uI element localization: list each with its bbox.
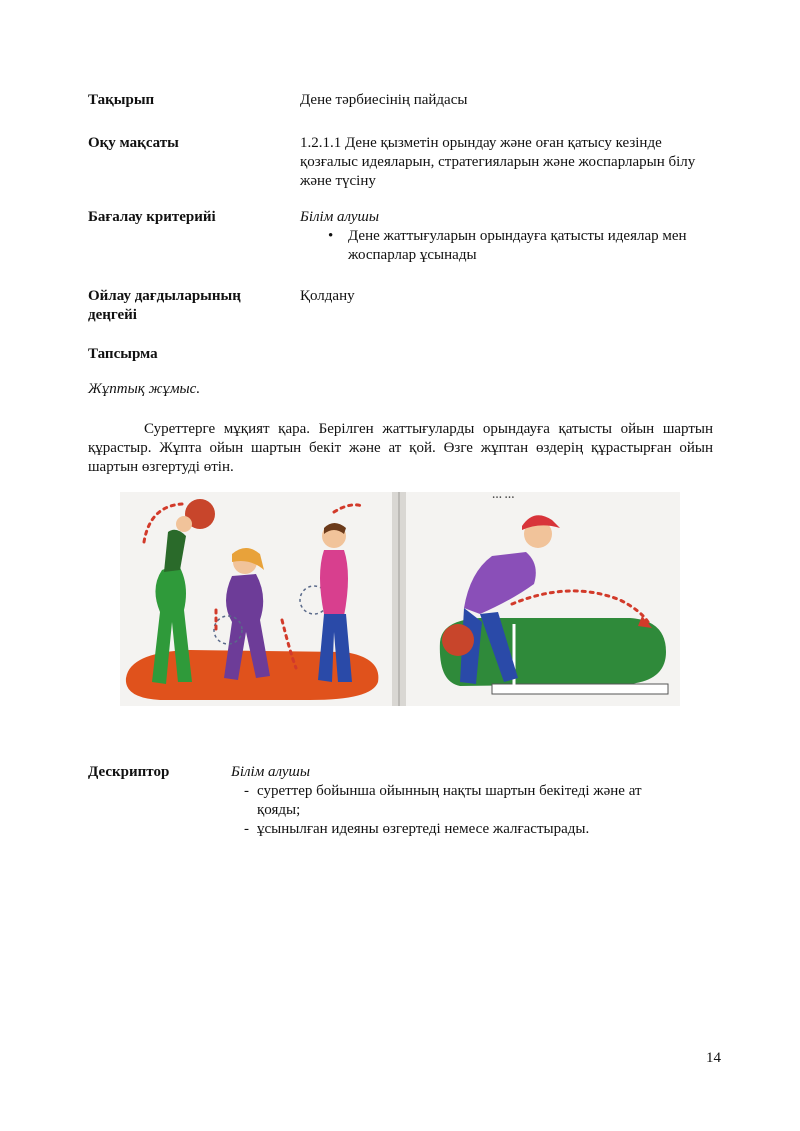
descriptor-item-text: суреттер бойынша ойынның нақты шартын бекітеді және ат қояды; [257, 783, 642, 818]
descriptor-item [231, 820, 687, 839]
criteria-intro: Білім алушы [300, 209, 380, 225]
goal-value: 1.2.1.1 Дене қызметін орындау және оған қатысу кезінде қозғалыс идеяларын, стратегияларын және жоспарларын білу және түсіну [300, 135, 696, 189]
thinking-label: Ойлау дағдыларының деңгейі [88, 288, 241, 323]
exercise-illustration [120, 492, 680, 706]
topic-value: Дене тәрбиесінің пайдасы [300, 92, 468, 108]
dash-mark: - [244, 821, 249, 837]
dash-mark: - [244, 783, 249, 799]
measuring-tape [492, 684, 668, 694]
criteria-label: Бағалау критерийі [88, 209, 216, 225]
topic-label: Тақырып [88, 92, 155, 108]
task-mode: Жұптық жұмыс. [88, 381, 201, 397]
bullet-mark: • [328, 228, 334, 244]
descriptor-item-text: ұсынылған идеяны өзгертеді немесе жалғастырады. [257, 821, 590, 837]
book-page-text: … … [492, 492, 515, 501]
task-title: Тапсырма [88, 346, 158, 362]
descriptor-intro: Білім алушы [231, 764, 311, 780]
descriptor-value [231, 763, 691, 839]
criteria-bullet-item [300, 227, 708, 265]
task-text: Суреттерге мұқият қара. Берілген жаттығуларды орындауға қатысты ойын шартын құрастыр. Жұпта ойын шартын бекіт және ат қой. Өзге жұптан өздерің құрастырған ойын шартын өзгертуді өтін. [88, 421, 713, 475]
descriptor-label: Дескриптор [88, 764, 170, 780]
thinking-value: Қолдану [300, 288, 355, 304]
goal-label: Оқу мақсаты [88, 135, 179, 151]
ball-2 [442, 624, 474, 656]
page-number: 14 [706, 1050, 721, 1066]
criteria-bullet-text: Дене жаттығуларын орындауға қатысты идеялар мен жоспарлар ұсынады [348, 228, 687, 263]
descriptor-item [231, 782, 687, 820]
criteria-value [300, 208, 720, 265]
